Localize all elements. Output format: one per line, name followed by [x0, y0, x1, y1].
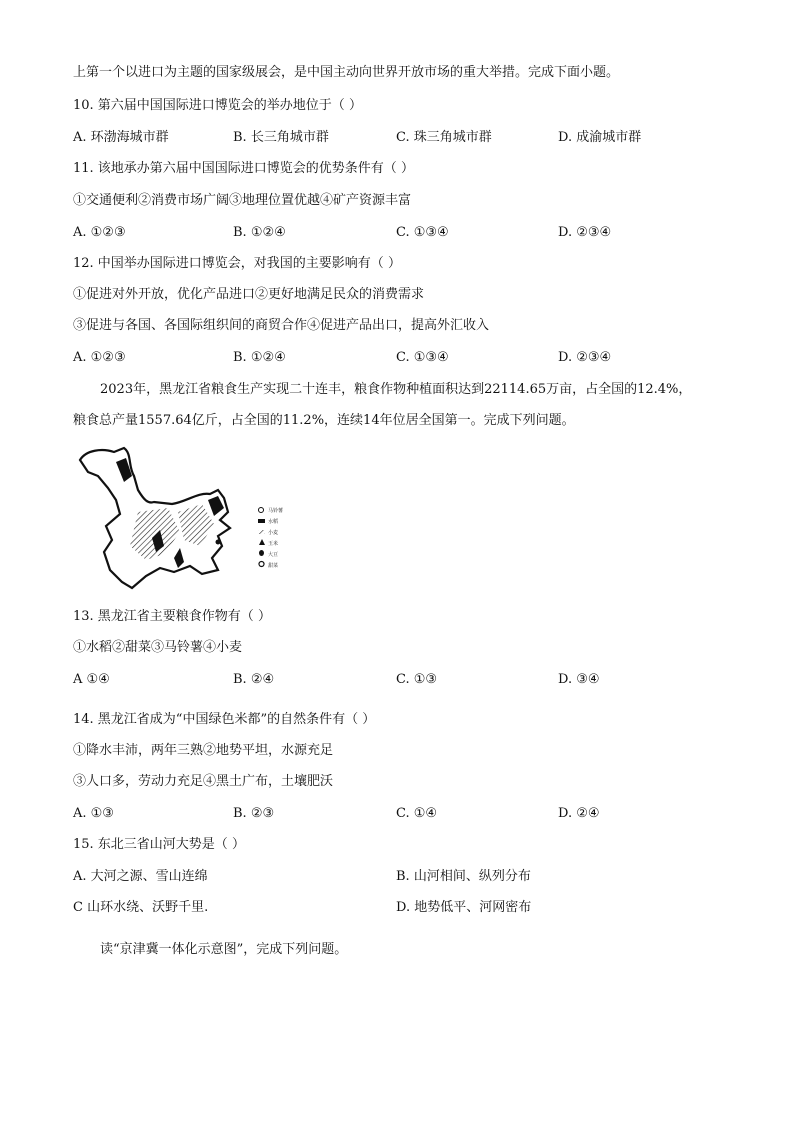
q12-stem: 12. 中国举办国际进口博览会，对我国的主要影响有（ ） [73, 256, 401, 271]
q14-stem: 14. 黑龙江省成为“中国绿色米都”的自然条件有（ ） [73, 712, 376, 727]
passage3: 读“京津冀一体化示意图”，完成下列问题。 [100, 942, 348, 957]
q13-option-a[interactable]: A ①④ [73, 672, 110, 687]
q12-option-d[interactable]: D. ②③④ [558, 350, 612, 365]
q12-option-a[interactable]: A. ①②③ [73, 350, 126, 365]
soybean-legend-icon [259, 550, 264, 556]
legend-soybean: 大豆 [268, 552, 279, 558]
q11-option-d[interactable]: D. ②③④ [558, 225, 612, 240]
map-legend [258, 507, 283, 569]
corn-legend-icon [259, 539, 265, 545]
q14-conditions-2: ③人口多，劳动力充足④黑土广布，土壤肥沃 [73, 774, 334, 789]
q15-option-b[interactable]: B. 山河相间、纵列分布 [396, 869, 531, 884]
q11-option-a[interactable]: A. ①②③ [73, 225, 126, 240]
passage2-line2: 粮食总产量1557.64亿斤，占全国的11.2%，连续14年位居全国第一。完成下列问题。 [73, 413, 575, 428]
legend-wheat: 小麦 [268, 530, 279, 536]
q10-option-c[interactable]: C. 珠三角城市群 [396, 130, 492, 145]
legend-beet: 甜菜 [268, 563, 279, 569]
q13-stem: 13. 黑龙江省主要粮食作物有（ ） [73, 609, 271, 624]
q14-option-b[interactable]: B. ②③ [233, 806, 275, 821]
potato-marker [216, 540, 221, 545]
q11-conditions: ①交通便利②消费市场广阔③地理位置优越④矿产资源丰富 [73, 193, 412, 208]
q12-option-c[interactable]: C. ①③④ [396, 350, 449, 365]
q12-conditions-2: ③促进与各国、各国际组织间的商贸合作④促进产品出口，提高外汇收入 [73, 318, 490, 333]
q10-option-a[interactable]: A. 环渤海城市群 [73, 130, 169, 145]
q13-conditions: ①水稻②甜菜③马铃薯④小麦 [73, 640, 243, 655]
q11-option-c[interactable]: C. ①③④ [396, 225, 449, 240]
rice-legend-icon [258, 519, 265, 523]
q14-option-a[interactable]: A. ①③ [73, 806, 114, 821]
q14-option-c[interactable]: C. ①④ [396, 806, 438, 821]
q10-option-b[interactable]: B. 长三角城市群 [233, 130, 329, 145]
wheat-legend-icon [258, 530, 265, 534]
q12-conditions-1: ①促进对外开放，优化产品进口②更好地满足民众的消费需求 [73, 287, 425, 302]
q10-option-d[interactable]: D. 成渝城市群 [558, 130, 642, 145]
beet-legend-icon [259, 562, 264, 567]
q12-option-b[interactable]: B. ①②④ [233, 350, 286, 365]
q10-stem: 10. 第六届中国国际进口博览会的举办地位于（ ） [73, 98, 362, 113]
heilongjiang-crop-map [68, 442, 308, 602]
passage2-line1: 2023年，黑龙江省粮食生产实现二十连丰，粮食作物种植面积达到22114.65万亩，占全国的12.4%， [100, 382, 692, 397]
intro-tail: 上第一个以进口为主题的国家级展会，是中国主动向世界开放市场的重大举措。完成下面小题。 [73, 65, 620, 80]
legend-potato: 马铃薯 [268, 508, 284, 514]
q14-option-d[interactable]: D. ②④ [558, 806, 600, 821]
legend-rice: 水稻 [268, 519, 279, 525]
q13-option-c[interactable]: C. ①③ [396, 672, 438, 687]
q15-option-d[interactable]: D. 地势低平、河网密布 [396, 900, 532, 915]
q13-option-b[interactable]: B. ②④ [233, 672, 275, 687]
q14-conditions-1: ①降水丰沛，两年三熟②地势平坦，水源充足 [73, 743, 334, 758]
potato-legend-icon [259, 508, 264, 513]
legend-corn: 玉米 [268, 541, 279, 547]
q11-option-b[interactable]: B. ①②④ [233, 225, 286, 240]
q15-option-c[interactable]: C 山环水绕、沃野千里. [73, 900, 209, 915]
q11-stem: 11. 该地承办第六届中国国际进口博览会的优势条件有（ ） [73, 161, 414, 176]
q15-option-a[interactable]: A. 大河之源、雪山连绵 [73, 869, 208, 884]
q13-option-d[interactable]: D. ③④ [558, 672, 600, 687]
q15-stem: 15. 东北三省山河大势是（ ） [73, 837, 245, 852]
